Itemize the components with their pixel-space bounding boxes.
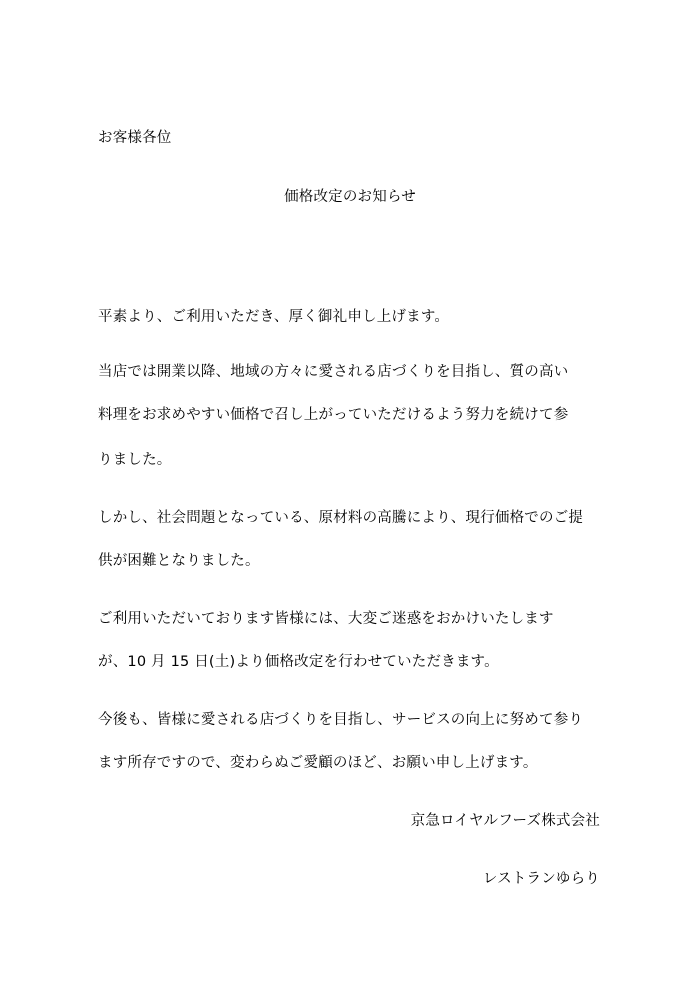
paragraph-2-line-1: 当店では開業以降、地域の方々に愛される店づくりを目指し、質の高い: [98, 364, 569, 380]
paragraph-2-line-3: りました。: [98, 452, 172, 468]
notice-title: 価格改定のお知らせ: [284, 189, 416, 205]
paragraph-4-line-2: が、10 月 15 日(土)より価格改定を行わせていただきます。: [98, 654, 499, 670]
paragraph-4-line-1: ご利用いただいております皆様には、大変ご迷惑をおかけいたします: [98, 611, 554, 627]
paragraph-3-line-2: 供が困難となりました。: [98, 553, 260, 569]
paragraph-1-line-1: 平素より、ご利用いただき、厚く御礼申し上げます。: [98, 309, 450, 325]
signature-company: 京急ロイヤルフーズ株式会社: [410, 813, 600, 829]
signature-restaurant: レストランゆらり: [482, 871, 600, 887]
addressee: お客様各位: [98, 130, 172, 146]
paragraph-3-line-1: しかし、社会問題となっている、原材料の高騰により、現行価格でのご提: [98, 510, 584, 526]
paragraph-5-line-1: 今後も、皆様に愛される店づくりを目指し、サービスの向上に努めて参り: [98, 712, 584, 728]
paragraph-2-line-2: 料理をお求めやすい価格で召し上がっていただけるよう努力を続けて参: [98, 407, 569, 423]
paragraph-5-line-2: ます所存ですので、変わらぬご愛顧のほど、お願い申し上げます。: [98, 755, 538, 771]
